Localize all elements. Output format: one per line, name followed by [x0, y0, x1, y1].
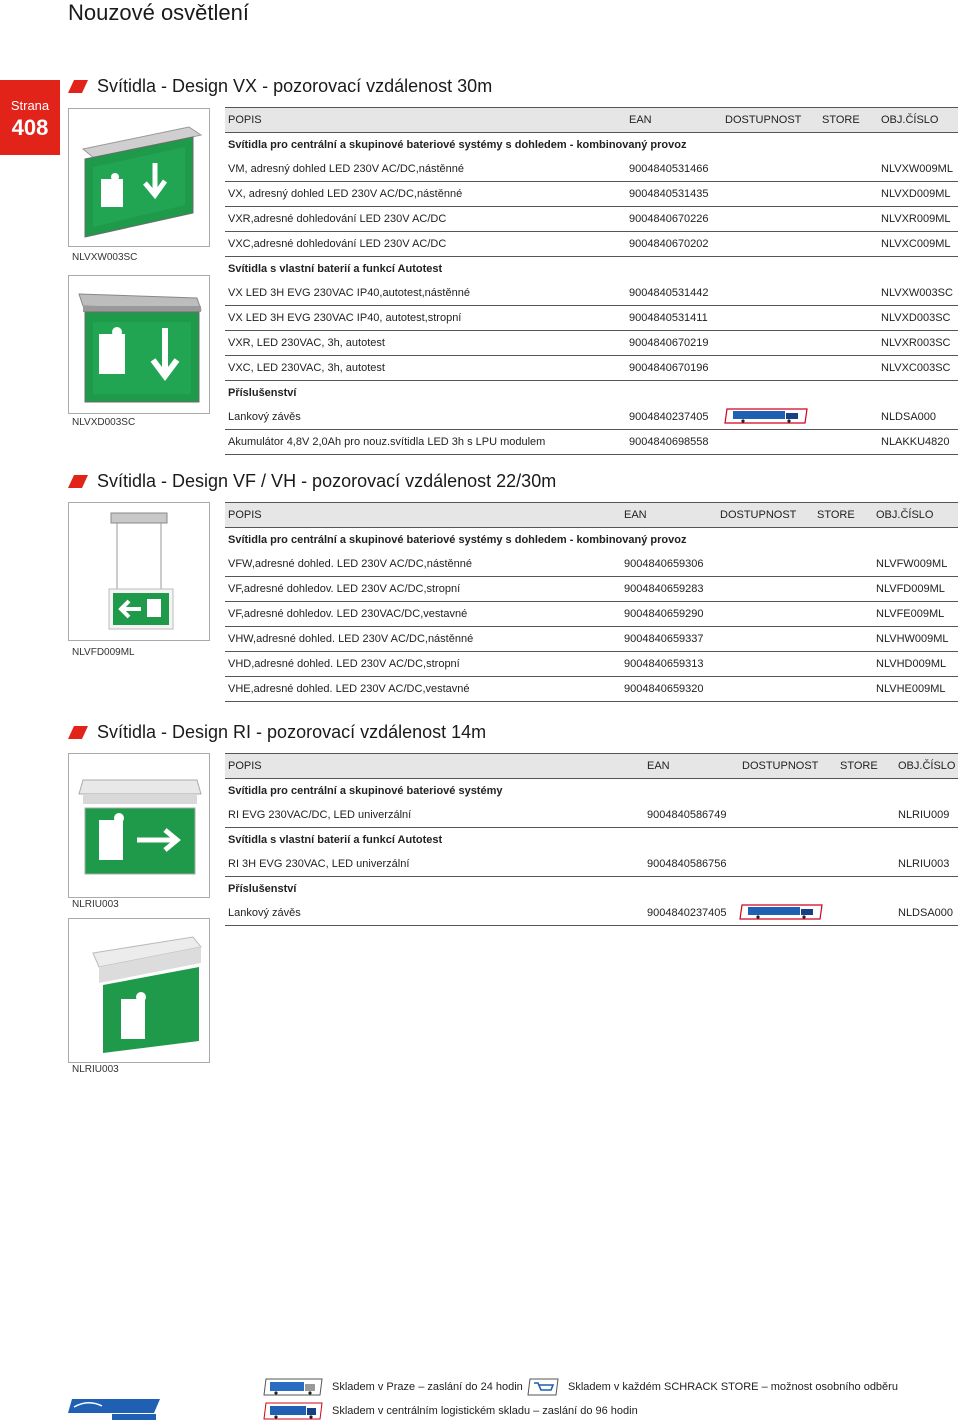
table-row [225, 182, 958, 207]
cell-ean: 9004840659306 [624, 558, 704, 570]
cell-obj-cislo: NLVXC003SC [881, 362, 951, 374]
table-row [225, 430, 958, 455]
header-popis: POPIS [228, 114, 262, 126]
cell-obj-cislo: NLVXD009ML [881, 188, 951, 200]
table-row [225, 552, 958, 577]
cell-obj-cislo: NLVXW003SC [881, 287, 953, 299]
header-popis: POPIS [228, 760, 262, 772]
cell-ean: 9004840659337 [624, 633, 704, 645]
table-row [225, 306, 958, 331]
section-marker-icon [68, 726, 88, 739]
cell-ean: 9004840531411 [629, 312, 708, 324]
header-ean: EAN [629, 114, 652, 126]
subheading-text: Svítidla s vlastní baterií a funkcí Autotest [228, 263, 443, 275]
table-row [225, 577, 958, 602]
header-obj-cislo: OBJ.ČÍSLO [898, 760, 956, 772]
cell-ean: 9004840586749 [647, 809, 727, 821]
schrack-logo [68, 1397, 160, 1421]
central-warehouse-truck-icon [723, 408, 809, 424]
table-row [225, 803, 958, 828]
table-row [225, 207, 958, 232]
header-obj-cislo: OBJ.ČÍSLO [876, 509, 934, 521]
cell-popis: VXC, LED 230VAC, 3h, autotest [228, 362, 385, 374]
table-row [225, 677, 958, 702]
section-title-text: Svítidla - Design VF / VH - pozorovací vzdálenost 22/30m [97, 471, 557, 491]
cell-ean: 9004840670219 [629, 337, 709, 349]
cell-ean: 9004840659290 [624, 608, 704, 620]
header-popis: POPIS [228, 509, 262, 521]
table-subheading [225, 257, 958, 281]
header-dostupnost: DOSTUPNOST [720, 509, 797, 521]
cell-ean: 9004840531466 [629, 163, 709, 175]
legend-text: Skladem v centrálním logistickém skladu – zaslání do 96 hodin [332, 1405, 638, 1417]
cell-popis: Akumulátor 4,8V 2,0Ah pro nouz.svítidla LED 3h s LPU modulem [228, 436, 546, 448]
cell-popis: RI EVG 230VAC/DC, LED univerzální [228, 809, 412, 821]
legend-central [262, 1402, 638, 1420]
cell-ean: 9004840237405 [647, 907, 727, 919]
cell-ean: 9004840659320 [624, 683, 704, 695]
image-caption: NLRIU003 [72, 899, 119, 910]
table-subheading [225, 828, 958, 852]
image-caption: NLRIU003 [72, 1064, 119, 1075]
table-row [225, 602, 958, 627]
cell-obj-cislo: NLVHW009ML [876, 633, 949, 645]
cell-ean: 9004840237405 [629, 411, 709, 423]
table-subheading [225, 779, 958, 803]
table-row [225, 232, 958, 257]
cell-obj-cislo: NLVFE009ML [876, 608, 945, 620]
subheading-text: Příslušenství [228, 883, 297, 895]
table-row [225, 852, 958, 877]
product-image-vx-ceiling [68, 275, 210, 414]
central-truck-icon [262, 1402, 324, 1420]
section-title-text: Svítidla - Design RI - pozorovací vzdálenost 14m [97, 722, 487, 742]
header-obj-cislo: OBJ.ČÍSLO [881, 114, 939, 126]
subheading-text: Svítidla pro centrální a skupinové bateriové systémy [228, 785, 503, 797]
section-title-text: Svítidla - Design VX - pozorovací vzdálenost 30m [97, 76, 493, 96]
product-image-vx-wall [68, 108, 210, 247]
image-caption: NLVFD009ML [72, 647, 135, 658]
store-cart-icon [526, 1378, 560, 1396]
cell-popis: VHW,adresné dohled. LED 230V AC/DC,nástěnné [228, 633, 474, 645]
cell-popis: VX, adresný dohled LED 230V AC/DC,nástěnné [228, 188, 463, 200]
cell-popis: RI 3H EVG 230VAC, LED univerzální [228, 858, 410, 870]
cell-obj-cislo: NLVXW009ML [881, 163, 953, 175]
table-subheading [225, 133, 958, 157]
subheading-text: Svítidla pro centrální a skupinové bateriové systémy s dohledem - kombinovaný provoz [228, 139, 687, 151]
cell-popis: VM, adresný dohled LED 230V AC/DC,nástěnné [228, 163, 465, 175]
cell-obj-cislo: NLVFD009ML [876, 583, 945, 595]
cell-obj-cislo: NLRIU003 [898, 858, 950, 870]
cell-obj-cislo: NLVXD003SC [881, 312, 951, 324]
product-image-ri-alt [68, 918, 210, 1063]
cell-ean: 9004840670196 [629, 362, 709, 374]
table-row [225, 627, 958, 652]
page-label: Strana [10, 98, 50, 113]
cell-ean: 9004840531435 [629, 188, 709, 200]
subheading-text: Příslušenství [228, 387, 297, 399]
header-ean: EAN [647, 760, 670, 772]
cell-popis: VFW,adresné dohled. LED 230V AC/DC,nástěnné [228, 558, 472, 570]
cell-ean: 9004840586756 [647, 858, 727, 870]
cell-obj-cislo: NLDSA000 [898, 907, 954, 919]
cell-popis: Lankový závěs [228, 907, 301, 919]
section-title-vf-vh [68, 471, 556, 492]
product-table-ri [225, 753, 958, 926]
header-dostupnost: DOSTUPNOST [725, 114, 802, 126]
cell-ean: 9004840698558 [629, 436, 709, 448]
table-row [225, 157, 958, 182]
product-table-vx [225, 107, 958, 455]
cell-obj-cislo: NLRIU009 [898, 809, 950, 821]
cell-obj-cislo: NLAKKU4820 [881, 436, 950, 448]
cell-ean: 9004840670202 [629, 238, 709, 250]
legend-prague [262, 1378, 523, 1396]
table-row [225, 901, 958, 926]
cell-popis: VX LED 3H EVG 230VAC IP40,autotest,nástěnné [228, 287, 470, 299]
cell-popis: VF,adresné dohledov. LED 230VAC/DC,vestavné [228, 608, 468, 620]
cell-ean: 9004840670226 [629, 213, 709, 225]
cell-obj-cislo: NLVFW009ML [876, 558, 948, 570]
cell-ean: 9004840659283 [624, 583, 704, 595]
central-warehouse-truck-icon [738, 904, 824, 920]
section-title-vx [68, 76, 492, 97]
subheading-text: Svítidla s vlastní baterií a funkcí Autotest [228, 834, 443, 846]
table-row [225, 331, 958, 356]
cell-popis: VF,adresné dohledov. LED 230V AC/DC,stropní [228, 583, 461, 595]
cell-obj-cislo: NLVHD009ML [876, 658, 947, 670]
table-row [225, 652, 958, 677]
cell-popis: Lankový závěs [228, 411, 301, 423]
header-store: STORE [840, 760, 878, 772]
legend-text: Skladem v každém SCHRACK STORE – možnost osobního odběru [568, 1381, 898, 1393]
header-dostupnost: DOSTUPNOST [742, 760, 819, 772]
image-caption: NLVXW003SC [72, 252, 138, 263]
section-marker-icon [68, 80, 88, 93]
subheading-text: Svítidla pro centrální a skupinové bateriové systémy s dohledem - kombinovaný provoz [228, 534, 687, 546]
cell-ean: 9004840659313 [624, 658, 704, 670]
cell-obj-cislo: NLVXR009ML [881, 213, 951, 225]
cell-popis: VXR,adresné dohledování LED 230V AC/DC [228, 213, 447, 225]
legend-store [526, 1378, 898, 1396]
cell-obj-cislo: NLVXC009ML [881, 238, 951, 250]
table-row [225, 405, 958, 430]
page-title: Nouzové osvětlení [68, 0, 249, 25]
table-header-row [225, 502, 958, 528]
table-header-row [225, 753, 958, 779]
cell-obj-cislo: NLVHE009ML [876, 683, 946, 695]
prague-truck-icon [262, 1378, 324, 1396]
header-store: STORE [822, 114, 860, 126]
header-ean: EAN [624, 509, 647, 521]
table-row [225, 281, 958, 306]
section-title-ri [68, 722, 486, 743]
product-image-ri [68, 753, 210, 898]
product-table-vf-vh [225, 502, 958, 702]
table-row [225, 356, 958, 381]
product-image-vf [68, 502, 210, 641]
table-subheading [225, 528, 958, 552]
cell-ean: 9004840531442 [629, 287, 709, 299]
page-number: 408 [11, 115, 49, 140]
cell-popis: VXR, LED 230VAC, 3h, autotest [228, 337, 385, 349]
cell-obj-cislo: NLVXR003SC [881, 337, 951, 349]
image-caption: NLVXD003SC [72, 417, 136, 428]
header-store: STORE [817, 509, 855, 521]
legend-text: Skladem v Praze – zaslání do 24 hodin [332, 1381, 523, 1393]
table-subheading [225, 877, 958, 901]
table-header-row [225, 107, 958, 133]
section-marker-icon [68, 475, 88, 488]
cell-popis: VXC,adresné dohledování LED 230V AC/DC [228, 238, 447, 250]
table-subheading [225, 381, 958, 405]
cell-popis: VX LED 3H EVG 230VAC IP40, autotest,stropní [228, 312, 462, 324]
cell-popis: VHE,adresné dohled. LED 230V AC/DC,vestavné [228, 683, 470, 695]
cell-obj-cislo: NLDSA000 [881, 411, 937, 423]
page-number-badge [0, 80, 60, 155]
cell-popis: VHD,adresné dohled. LED 230V AC/DC,stropní [228, 658, 460, 670]
